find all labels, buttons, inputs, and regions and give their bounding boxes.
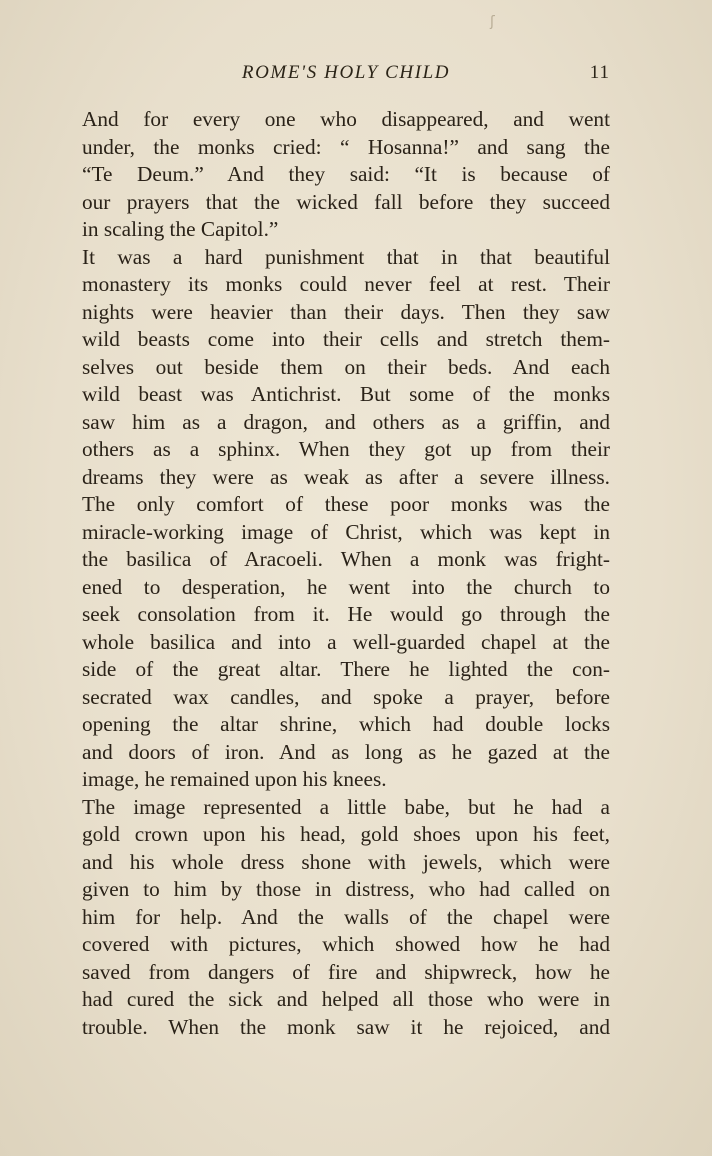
running-title: ROME'S HOLY CHILD (241, 62, 451, 83)
running-head (82, 62, 610, 90)
text-line: in scaling the Capitol.” (82, 217, 279, 241)
text-line: dreams they were as weak as after a severe illness. (82, 464, 610, 489)
paragraph-3 (82, 491, 610, 794)
text-line: covered with pictures, which showed how he had (82, 932, 610, 956)
text-line: had cured the sick and helped all those who were in (82, 987, 610, 1011)
text-line: image, he remained upon his knees. (82, 767, 387, 791)
paragraph-2 (82, 244, 610, 492)
page-number: 11 (589, 62, 610, 83)
text-line: nights were heavier than their days. Then they saw (82, 299, 610, 324)
text-line: our prayers that the wicked fall before they succeed (82, 189, 610, 214)
text-line: whole basilica and into a well-guarded chapel at the (82, 629, 610, 654)
text-line: saved from dangers of fire and shipwreck, how he (82, 959, 610, 984)
text-line: selves out beside them on their beds. And each (82, 354, 610, 379)
text-line: others as a sphinx. When they got up from their (82, 437, 610, 461)
text-line: and his whole dress shone with jewels, which were (82, 849, 610, 874)
paragraph-4 (82, 794, 610, 1042)
text-line: and doors of iron. And as long as he gazed at the (82, 739, 610, 764)
text-line: opening the altar shrine, which had double locks (82, 712, 610, 736)
text-line: ened to desperation, he went into the church to (82, 574, 610, 599)
text-line: gold crown upon his head, gold shoes upon his feet, (82, 822, 610, 846)
text-line: It was a hard punishment that in that beautiful (82, 244, 610, 269)
text-line: miracle-working image of Christ, which was kept in (82, 519, 610, 544)
text-line: given to him by those in distress, who had called on (82, 877, 610, 901)
text-line: seek consolation from it. He would go through the (82, 602, 610, 626)
body-text (82, 106, 610, 1041)
text-line: monastery its monks could never feel at rest. Their (82, 272, 610, 296)
text-line: trouble. When the monk saw it he rejoiced, and (82, 1014, 610, 1039)
text-line: him for help. And the walls of the chapel were (82, 904, 610, 929)
text-line: wild beasts come into their cells and stretch them- (82, 327, 610, 351)
text-line: the basilica of Aracoeli. When a monk was fright- (82, 547, 610, 571)
text-line: wild beast was Antichrist. But some of the monks (82, 382, 610, 406)
text-line: side of the great altar. There he lighted the con- (82, 657, 610, 681)
text-line: The image represented a little babe, but he had a (82, 794, 610, 819)
text-line: And for every one who disappeared, and went (82, 107, 610, 131)
paper-blemish: ʃ (490, 14, 495, 30)
text-line: The only comfort of these poor monks was the (82, 492, 610, 516)
paragraph-1 (82, 106, 610, 244)
text-line: under, the monks cried: “ Hosanna!” and sang the (82, 134, 610, 159)
text-line: “Te Deum.” And they said: “It is because of (82, 162, 610, 186)
text-line: saw him as a dragon, and others as a griffin, and (82, 409, 610, 434)
text-line: secrated wax candles, and spoke a prayer, before (82, 684, 610, 709)
